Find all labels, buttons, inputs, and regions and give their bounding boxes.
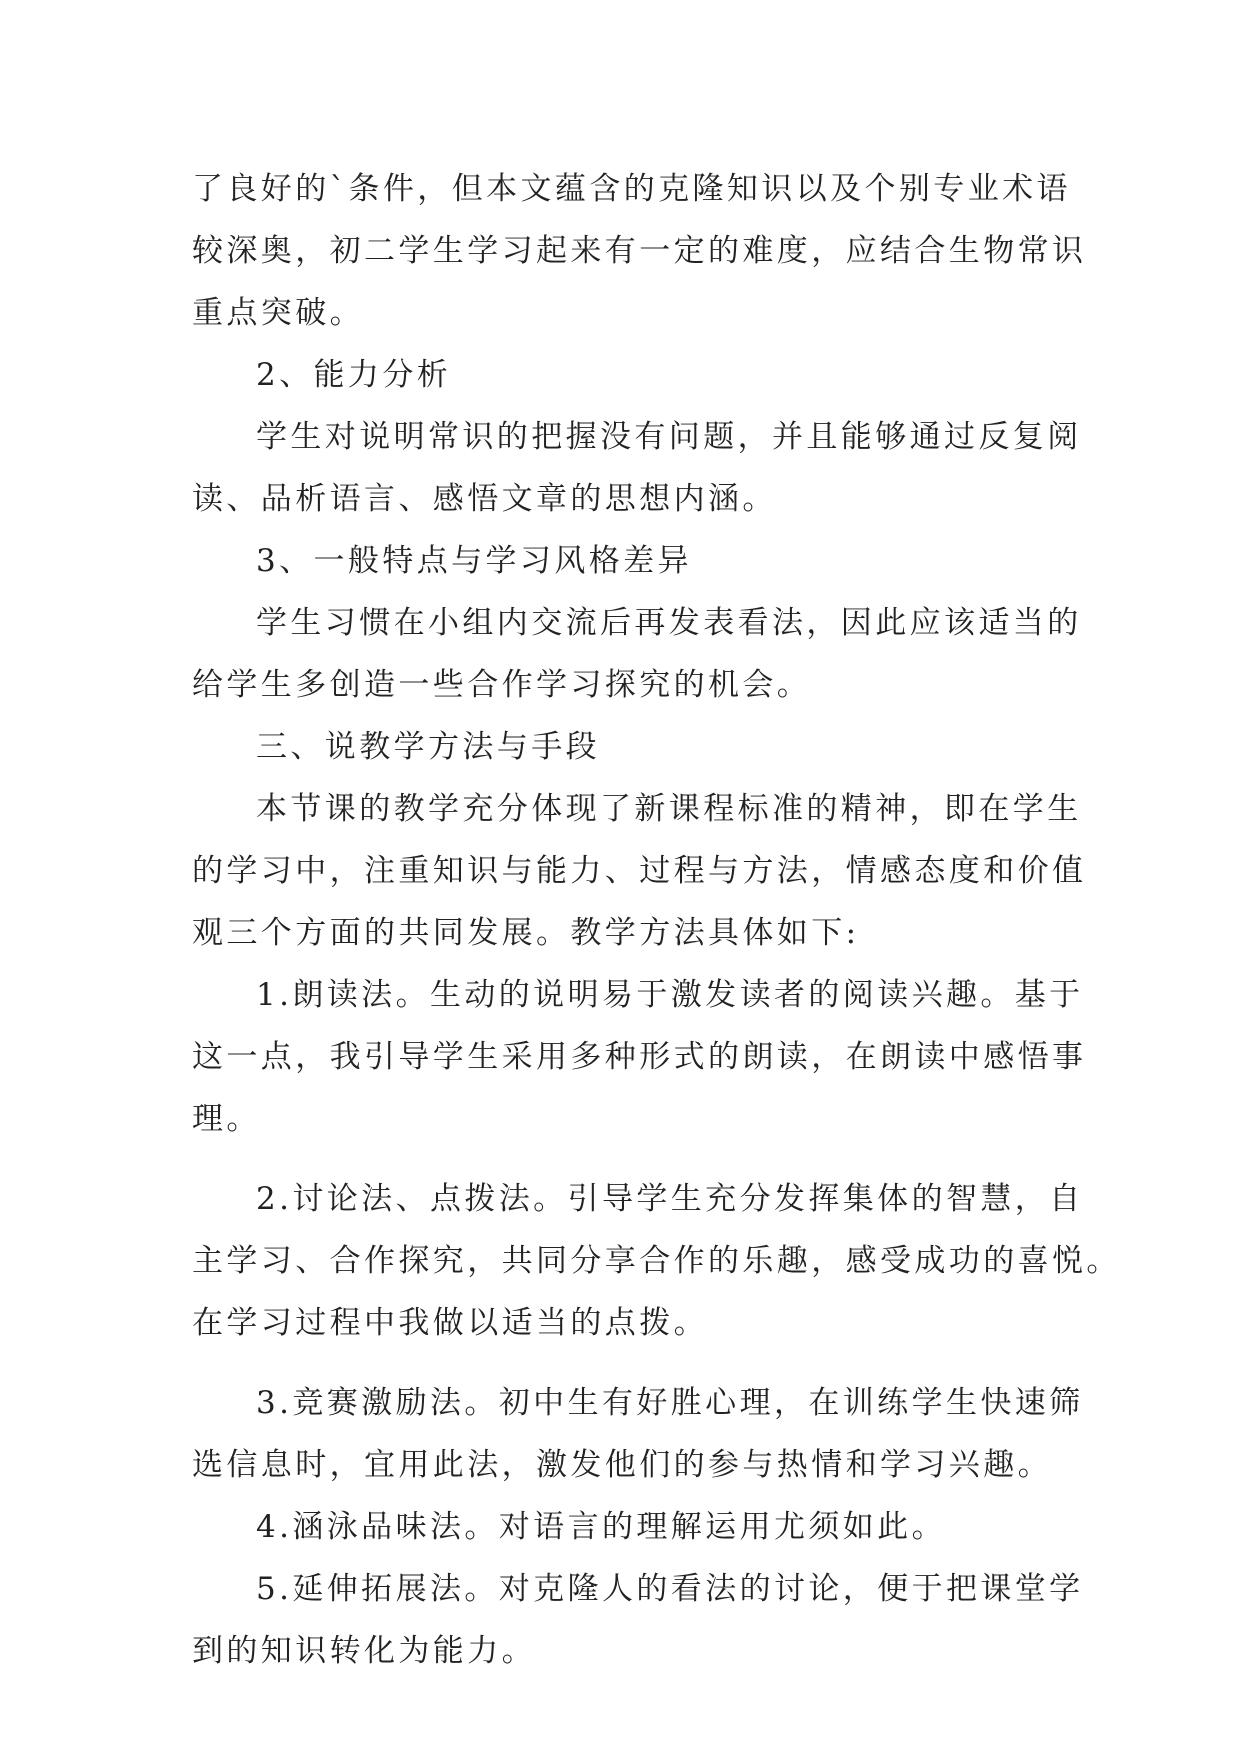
list-item-line: 理。 <box>192 1101 261 1137</box>
paragraph-line: 的学习中，注重知识与能力、过程与方法，情感态度和价值 <box>192 853 1087 889</box>
paragraph-line: 了良好的`条件，但本文蕴含的克隆知识以及个别专业术语 <box>192 171 1071 207</box>
section-heading: 2、能力分析 <box>256 357 452 393</box>
paragraph-line: 学生习惯在小组内交流后再发表看法，因此应该适当的 <box>256 605 1082 641</box>
section-heading: 3、一般特点与学习风格差异 <box>256 543 692 579</box>
paragraph-line: 学生对说明常识的把握没有问题，并且能够通过反复阅 <box>256 419 1082 455</box>
paragraph-line: 较深奥，初二学生学习起来有一定的难度，应结合生物常识 <box>192 233 1087 269</box>
paragraph-line: 给学生多创造一些合作学习探究的机会。 <box>192 667 812 703</box>
list-item-line: 3.竞赛激励法。初中生有好胜心理，在训练学生快速筛 <box>256 1385 1084 1421</box>
document-body <box>192 158 1121 1682</box>
list-item-line: 到的知识转化为能力。 <box>192 1633 536 1669</box>
list-item-line: 1.朗读法。生动的说明易于激发读者的阅读兴趣。基于 <box>256 977 1084 1013</box>
list-item-line: 选信息时，宜用此法，激发他们的参与热情和学习兴趣。 <box>192 1447 1052 1483</box>
paragraph-gap <box>192 1150 1052 1168</box>
list-item-line: 4.涵泳品味法。对语言的理解运用尤须如此。 <box>256 1509 946 1545</box>
paragraph-line: 重点突破。 <box>192 295 364 331</box>
list-item-line: 5.延伸拓展法。对克隆人的看法的讨论，便于把课堂学 <box>256 1571 1084 1607</box>
paragraph-line: 读、品析语言、感悟文章的思想内涵。 <box>192 481 777 517</box>
section-heading: 三、说教学方法与手段 <box>256 729 600 765</box>
list-item-line: 主学习、合作探究，共同分享合作的乐趣，感受成功的喜悦。 <box>192 1243 1121 1279</box>
paragraph-gap <box>192 1354 1052 1372</box>
list-item-line: 2.讨论法、点拨法。引导学生充分发挥集体的智慧，自 <box>256 1181 1084 1217</box>
list-item-line: 在学习过程中我做以适当的点拨。 <box>192 1305 708 1341</box>
list-item-line: 这一点，我引导学生采用多种形式的朗读，在朗读中感悟事 <box>192 1039 1087 1075</box>
paragraph-line: 观三个方面的共同发展。教学方法具体如下: <box>192 915 860 951</box>
paragraph-line: 本节课的教学充分体现了新课程标准的精神，即在学生 <box>256 791 1082 827</box>
